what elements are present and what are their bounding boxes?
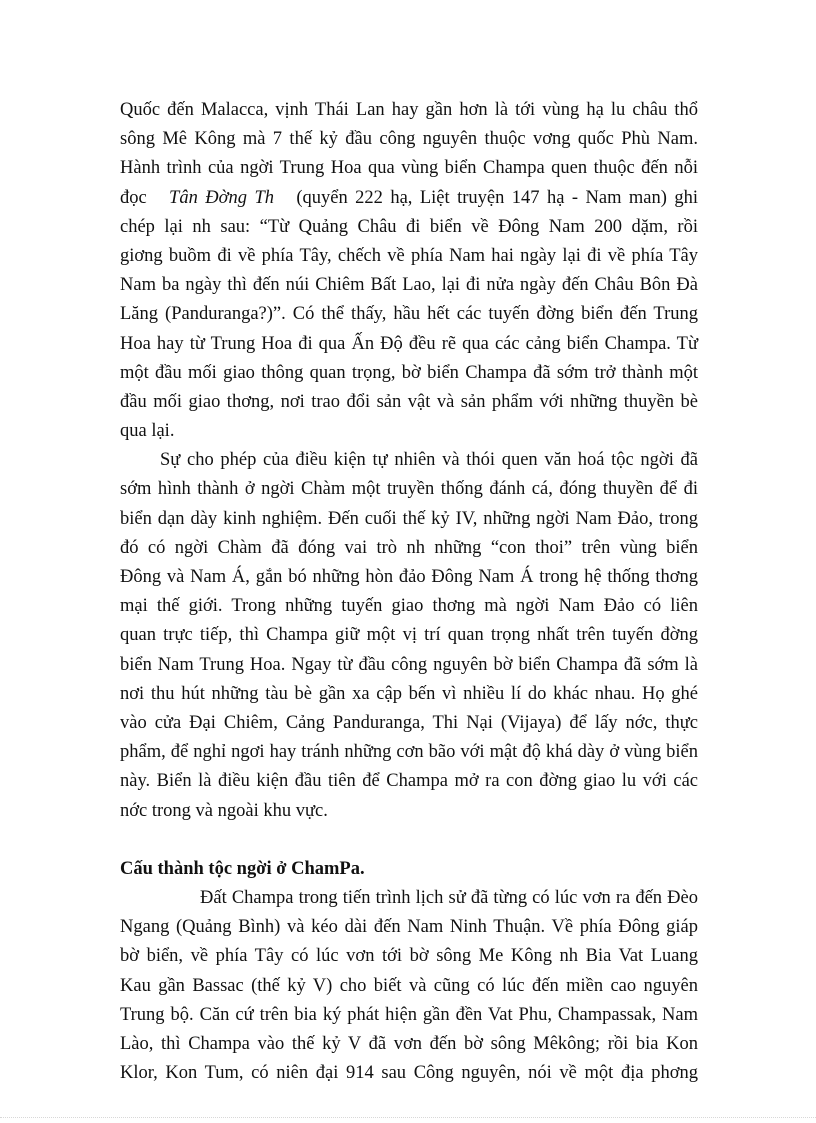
text-line: biển dạn dày kinh nghiệm. Đến cuối thế kỷ IV, những ngời Nam Đảo, trong <box>120 508 698 529</box>
text-line: chép lại nh sau: “Từ Quảng Châu đi biển về Đông Nam 200 dặm, rồi <box>120 216 698 237</box>
paragraph-territory <box>120 884 698 1088</box>
text-line: giơng buồm đi về phía Tây, chếch về phía Nam hai ngày lại đi về phía Tây <box>120 245 698 266</box>
paragraph-maritime-routes <box>120 96 698 446</box>
text-line: đầu mối giao thơng, nơi trao đổi sản vật và sản phẩm với những thuyền bè <box>120 391 698 412</box>
text-line: Lăng (Panduranga?)”. Có thể thấy, hầu hết các tuyến đờng biển đến Trung <box>120 304 698 325</box>
text-line: một đầu mối giao thông quan trọng, bờ biển Champa đã sớm trở thành một <box>120 362 698 383</box>
text-line: bờ biển, về phía Tây có lúc vơn tới bờ sông Me Kông nh Bia Vat Luang <box>120 946 698 967</box>
text-line: Sự cho phép của điều kiện tự nhiên và thói quen văn hoá tộc ngời đã <box>160 450 698 471</box>
text-line: Đông và Nam Á, gắn bó những hòn đảo Đông Nam Á trong hệ thống thơng <box>120 567 698 587</box>
paragraph-seafaring-tradition <box>120 446 698 825</box>
text-line: đó có ngời Chàm đã đóng vai trò nh những “con thoi” trên vùng biển <box>120 537 698 558</box>
text-line: Quốc đến Malacca, vịnh Thái Lan hay gần hơn là tới vùng hạ lu châu thổ <box>120 100 698 120</box>
text-line: nớc trong và ngoài khu vực. <box>120 800 328 821</box>
text-fragment: (quyển 222 hạ, Liệt truyện 147 hạ - Nam man) ghi <box>296 187 699 208</box>
text-line: Hành trình của ngời Trung Hoa qua vùng biển Champa quen thuộc đến nỗi <box>120 158 698 179</box>
page-bottom-rule <box>0 1117 816 1118</box>
text-line: quan trực tiếp, thì Champa giữ một vị trí quan trọng nhất trên tuyến đờng <box>120 625 698 646</box>
text-line: mại thế giới. Trong những tuyến giao thơng mà ngời Nam Đảo có liên <box>120 596 698 617</box>
text-line: qua lại. <box>120 421 175 442</box>
italic-book-title: Tân Đờng Th <box>169 187 274 208</box>
text-line: Lào, thì Champa vào thế kỷ V đã vơn đến bờ sông Mêkông; rồi bia Kon <box>120 1034 698 1054</box>
text-line: Hoa hay từ Trung Hoa đi qua Ấn Độ đều rẽ qua các cảng biển Champa. Từ <box>120 333 698 354</box>
text-line <box>120 184 698 213</box>
text-line: biển Nam Trung Hoa. Ngay từ đầu công nguyên bờ biển Champa đã sớm là <box>120 654 698 675</box>
text-line: Nam ba ngày thì đến núi Chiêm Bất Lao, lại đi nửa ngày đến Châu Bôn Đà <box>120 275 698 296</box>
text-line: này. Biển là điều kiện đầu tiên để Champa mở ra con đờng giao lu với các <box>120 771 698 792</box>
text-line: Trung bộ. Căn cứ trên bia ký phát hiện gần đền Vat Phu, Champassak, Nam <box>120 1004 698 1025</box>
text-line: Klor, Kon Tum, có niên đại 914 sau Công nguyên, nói về một địa phơng <box>120 1063 698 1084</box>
text-line: vào cửa Đại Chiêm, Cảng Panduranga, Thi Nại (Vijaya) để lấy nớc, thực <box>120 712 698 733</box>
text-line: Kau gần Bassac (thế kỷ V) cho biết và cũng có lúc đến miền cao nguyên <box>120 975 698 996</box>
text-line: phẩm, để nghỉ ngơi hay tránh những cơn bão với mật độ khá dày ở vùng biển <box>120 742 698 763</box>
text-fragment: đọc <box>120 187 147 208</box>
section-spacer <box>120 826 698 855</box>
text-line: sông Mê Kông mà 7 thế kỷ đầu công nguyên thuộc vơng quốc Phù Nam. <box>120 129 698 150</box>
text-line: Ngang (Quảng Bình) và kéo dài đến Nam Ninh Thuận. Về phía Đông giáp <box>120 917 698 938</box>
text-line: sớm hình thành ở ngời Chàm một truyền thống đánh cá, đóng thuyền để đi <box>120 479 698 500</box>
section-heading: Cấu thành tộc ngời ở ChamPa. <box>120 858 365 879</box>
body-text <box>120 96 698 1088</box>
text-line: Đất Champa trong tiến trình lịch sử đã từng có lúc vơn ra đến Đèo <box>200 888 698 909</box>
text-line: nơi thu hút những tàu bè gần xa cập bến vì nhiều lí do khác nhau. Họ ghé <box>120 683 698 704</box>
